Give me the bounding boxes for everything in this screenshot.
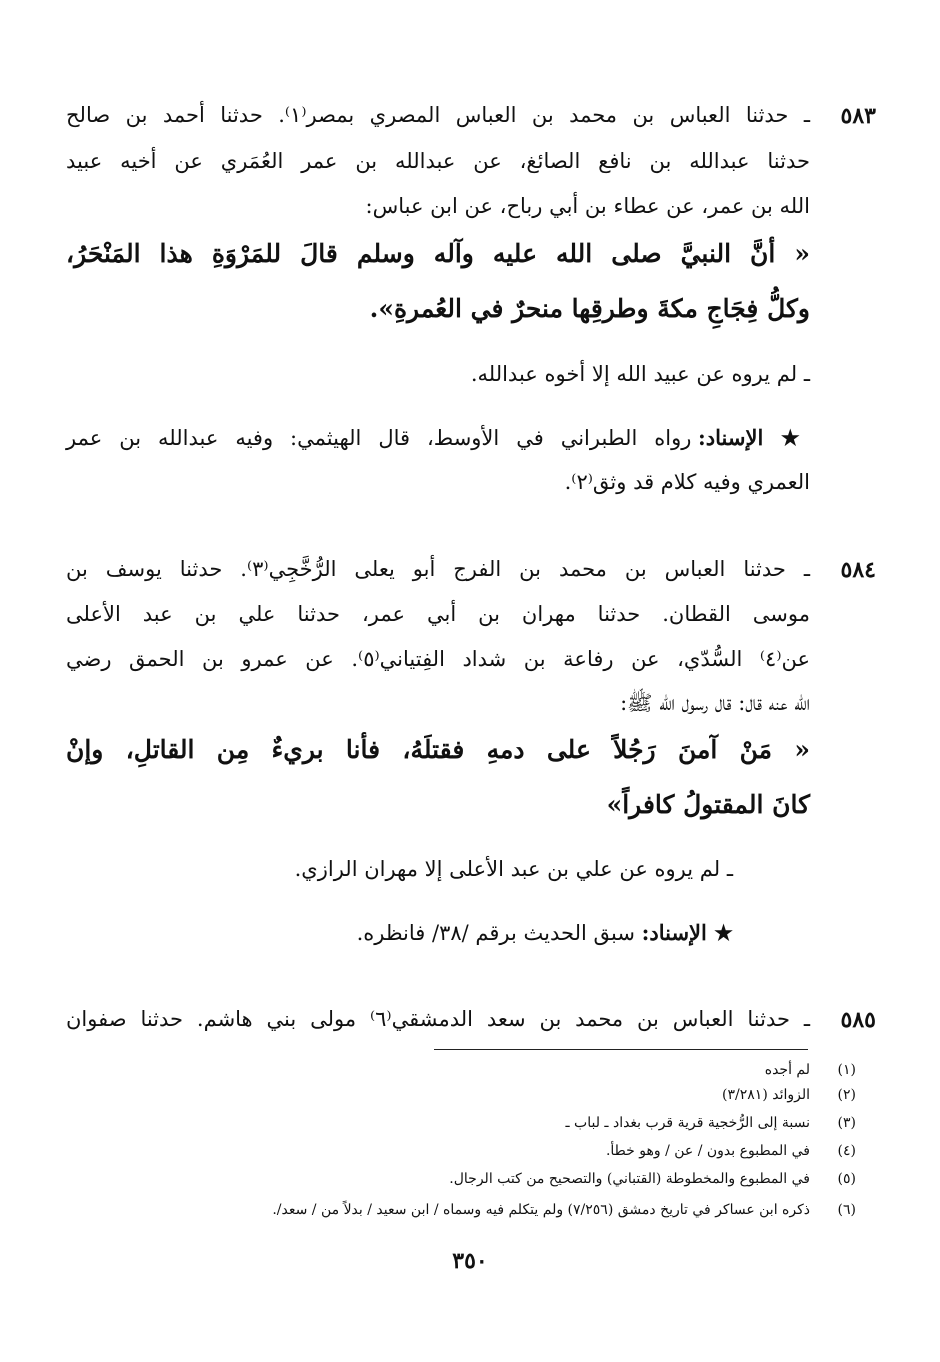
footnote-text: في المطبوع بدون / عن / وهو خطأ. (605, 1143, 810, 1159)
footnote-6 (70, 1202, 856, 1218)
hadith-text: ـ حدثنا العباس بن محمد بن العباس المصري بمصر⁽١⁾. حدثنا أحمد بن صالح (66, 103, 810, 127)
footnote-text: نسبة إلى الرُّخجية قرية قرب بغداد ـ لباب ـ (565, 1115, 810, 1131)
footnote-2 (110, 1087, 856, 1103)
hadith-583-matn-2 (66, 294, 810, 323)
hadith-584-line-4 (66, 690, 810, 721)
isnad-label: ★ الإسناد: (698, 425, 811, 450)
footnote-marker: (٣) (837, 1115, 856, 1131)
footnote-separator (434, 1049, 808, 1050)
hadith-text: حدثنا عبدالله بن نافع الصائغ، عن عبدالله بن عمر العُمَري عن أخيه عبيد (66, 149, 810, 173)
hadith-583-remark (66, 362, 810, 386)
footnote-marker: (٦) (837, 1202, 856, 1218)
matn-text: « أنَّ النبيَّ صلى الله عليه وآله وسلم قالَ للمَرْوَةِ هذا المَنْحَرُ، (66, 239, 810, 268)
footnote-text: ذكره ابن عساكر في تاريخ دمشق (٧/٢٥٦) ولم يتكلم فيه وسماه / ابن سعيد / بدلاً من / سعد/. (272, 1202, 810, 1218)
footnote-4 (110, 1143, 856, 1159)
isnad-text: رواه الطبراني في الأوسط، قال الهيثمي: وفيه عبدالله بن عمر (66, 426, 699, 450)
isnad-text: العمري وفيه كلام قد وثق⁽٢⁾. (564, 470, 810, 494)
hadith-584-isnad (357, 920, 733, 945)
hadith-number: ٥٨٤ (840, 557, 876, 583)
page-number: ٣٥٠ (452, 1248, 488, 1274)
hadith-text: الله بن عمر، عن عطاء بن أبي رباح، عن ابن عباس: (365, 194, 810, 218)
hadith-number: ٥٨٣ (840, 103, 876, 129)
hadith-583-line-1 (66, 103, 876, 129)
footnote-text: لم أجده (764, 1062, 810, 1078)
isnad-label: ★ الإسناد: (641, 920, 733, 945)
hadith-583-matn-1 (66, 239, 810, 268)
footnote-text: الزوائد (٣/٢٨١) (722, 1087, 810, 1103)
footnote-marker: (٥) (837, 1171, 856, 1187)
hadith-number: ٥٨٥ (840, 1007, 876, 1033)
hadith-text: عن⁽٤⁾ السُّدّي، عن رفاعة بن شداد الفِتياني⁽٥⁾. عن عمرو بن الحمق رضي (66, 647, 811, 671)
matn-text: كانَ المقتولُ كافراً» (606, 790, 810, 819)
footnote-marker: (١) (837, 1062, 856, 1078)
footnote-3 (110, 1115, 856, 1131)
hadith-583-isnad-2 (66, 470, 810, 494)
isnad-text: سبق الحديث برقم /٣٨/ فانظره. (356, 921, 642, 945)
remark-text: ـ لم يروه عن علي بن عبد الأعلى إلا مهران الرازي. (294, 857, 733, 881)
hadith-584-line-3 (66, 647, 810, 671)
hadith-text: ـ حدثنا العباس بن محمد بن الفرج أبو يعلى الرُّخَّجِي⁽٣⁾. حدثنا يوسف بن (66, 557, 810, 581)
footnote-5 (110, 1171, 856, 1187)
hadith-text: موسى القطان. حدثنا مهران بن أبي عمر، حدثنا علي بن عبد الأعلى (66, 602, 810, 626)
hadith-584-remark (295, 857, 733, 881)
hadith-583-line-3 (66, 194, 810, 218)
hadith-583-isnad-1 (66, 425, 810, 450)
hadith-583-line-2 (66, 149, 810, 173)
footnote-marker: (٤) (837, 1143, 856, 1159)
hadith-585-line-1 (66, 1007, 876, 1033)
hadith-text: ـ حدثنا العباس بن محمد بن سعد الدمشقي⁽٦⁾ مولى بني هاشم. حدثنا صفوان (66, 1007, 810, 1031)
hadith-584-matn-2 (66, 790, 810, 819)
footnote-1 (110, 1062, 856, 1078)
hadith-text: الله عنه قال: قال رسول الله ﷺ: (620, 691, 810, 715)
footnote-marker: (٢) (837, 1087, 856, 1103)
hadith-584-line-2 (66, 602, 810, 626)
hadith-584-matn-1 (66, 735, 810, 764)
matn-text: « مَنْ آمنَ رَجُلاً على دمهِ فقتلَهُ، فأنا بريءٌ مِن القاتلِ، وإنْ (66, 735, 810, 764)
footnote-text: في المطبوع والمخطوطة (القتباني) والتصحيح من كتب الرجال. (449, 1171, 810, 1187)
hadith-584-line-1 (66, 557, 876, 583)
matn-text: وكلُّ فِجَاجِ مكةَ وطرقِها منحرٌ في العُمرةِ». (369, 294, 810, 323)
remark-text: ـ لم يروه عن عبيد الله إلا أخوه عبدالله. (470, 362, 810, 386)
